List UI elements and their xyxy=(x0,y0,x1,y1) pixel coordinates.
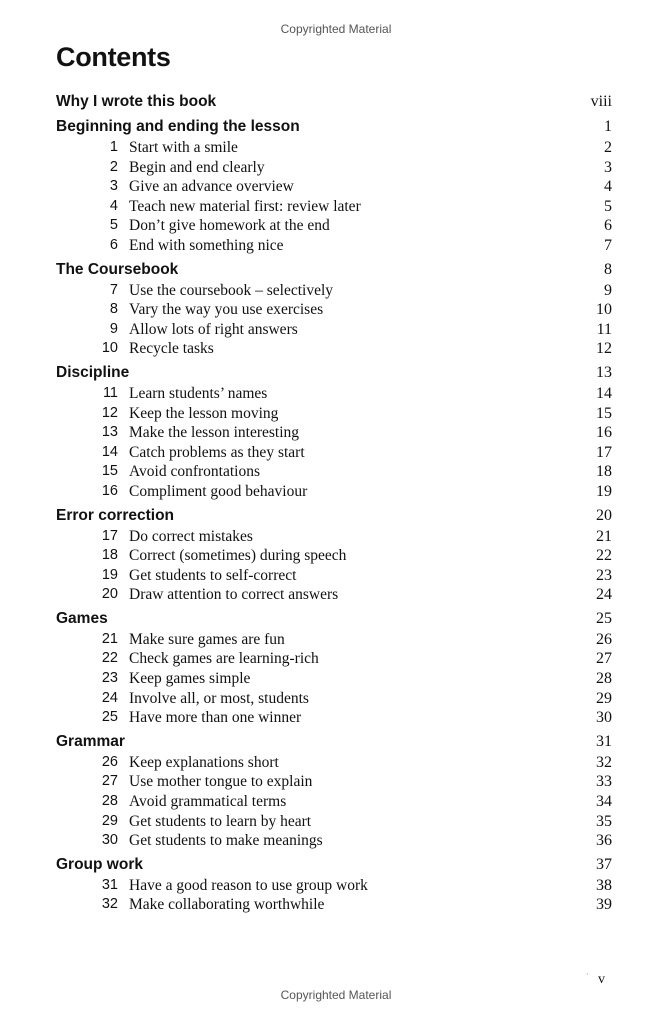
entry-title: Start with a smile xyxy=(129,139,238,156)
entry-page-number: 14 xyxy=(596,384,612,402)
toc-section-heading xyxy=(56,362,612,384)
entry-page-number: 10 xyxy=(596,301,612,319)
entry-title: Keep games simple xyxy=(129,670,251,688)
toc-section xyxy=(56,854,612,915)
toc-entry xyxy=(56,423,612,443)
folio-mark-icon: · xyxy=(586,970,589,979)
entry-number: 18 xyxy=(101,547,118,564)
entry-title: Compliment good behaviour xyxy=(129,482,308,500)
section-page-number: 37 xyxy=(596,855,612,873)
section-title: Grammar xyxy=(56,732,125,750)
toc-entry xyxy=(56,339,612,359)
entry-page-number: 21 xyxy=(596,527,612,545)
entry-page-number: 17 xyxy=(596,443,612,461)
entry-page-number: 6 xyxy=(604,217,612,235)
toc-section-heading xyxy=(56,505,612,527)
entry-page-number: 2 xyxy=(604,139,612,156)
toc-entry xyxy=(56,216,612,236)
entry-page-number: 36 xyxy=(596,832,612,850)
entry-title: Do correct mistakes xyxy=(129,527,253,545)
entry-page-number: 11 xyxy=(596,320,612,338)
entry-title: Get students to make meanings xyxy=(129,832,323,850)
entry-number: 23 xyxy=(101,670,118,687)
section-page-number: 1 xyxy=(604,118,612,135)
toc-entry xyxy=(56,630,612,650)
toc-entry xyxy=(56,177,612,197)
entry-title: Use mother tongue to explain xyxy=(129,773,313,791)
entry-title: Involve all, or most, students xyxy=(129,689,309,707)
toc-entry xyxy=(56,585,612,605)
entry-number: 9 xyxy=(109,320,118,337)
toc-section xyxy=(56,608,612,728)
entry-page-number: 35 xyxy=(596,812,612,830)
toc-section xyxy=(56,362,612,502)
entry-number: 31 xyxy=(101,876,118,893)
section-title: Group work xyxy=(56,855,143,873)
entry-page-number: 4 xyxy=(604,178,612,196)
entry-title: Keep the lesson moving xyxy=(129,404,279,422)
entry-number: 30 xyxy=(101,832,118,849)
entry-number: 25 xyxy=(101,709,118,726)
entry-page-number: 22 xyxy=(596,547,612,565)
entry-page-number: 7 xyxy=(604,236,612,254)
entry-number: 22 xyxy=(101,650,118,667)
toc-entry xyxy=(56,404,612,424)
entry-number: 24 xyxy=(101,689,118,706)
entry-page-number: 23 xyxy=(596,566,612,584)
toc-entry xyxy=(56,831,612,851)
toc-entry xyxy=(56,649,612,669)
section-page-number: 25 xyxy=(596,609,612,627)
entry-title: Get students to learn by heart xyxy=(129,812,312,830)
entry-page-number: 9 xyxy=(604,281,612,299)
entry-page-number: 12 xyxy=(596,340,612,358)
entry-title: Don’t give homework at the end xyxy=(129,217,330,235)
entry-number: 10 xyxy=(101,340,118,357)
toc-entry xyxy=(56,300,612,320)
toc-section xyxy=(56,91,612,113)
toc-section-heading xyxy=(56,259,612,281)
watermark-bottom: Copyrighted Material xyxy=(280,988,392,1002)
section-page-number: 20 xyxy=(596,506,612,524)
entry-page-number: 32 xyxy=(596,753,612,771)
entry-number: 11 xyxy=(102,384,118,401)
entry-page-number: 34 xyxy=(596,793,612,811)
entry-page-number: 5 xyxy=(604,197,612,215)
toc-entry xyxy=(56,895,612,915)
entry-title: Allow lots of right answers xyxy=(129,320,298,338)
toc-entry xyxy=(56,138,612,158)
entry-title: Have a good reason to use group work xyxy=(129,876,368,894)
entry-title: Learn students’ names xyxy=(129,384,268,402)
toc-entry xyxy=(56,482,612,502)
entry-title: Avoid grammatical terms xyxy=(129,793,287,811)
toc-entry xyxy=(56,772,612,792)
entry-title: Begin and end clearly xyxy=(129,158,265,176)
entry-title: Teach new material first: review later xyxy=(129,197,361,215)
entry-page-number: 26 xyxy=(596,630,612,648)
entry-page-number: 15 xyxy=(596,404,612,422)
entry-number: 6 xyxy=(109,236,118,253)
entry-number: 32 xyxy=(101,896,118,913)
entry-title: Make the lesson interesting xyxy=(129,424,300,442)
entry-title: Have more than one winner xyxy=(129,709,302,727)
toc-entry xyxy=(56,443,612,463)
entry-number: 26 xyxy=(101,753,118,770)
section-title: The Coursebook xyxy=(56,260,179,278)
toc-entry xyxy=(56,792,612,812)
toc-section xyxy=(56,116,612,256)
entry-number: 8 xyxy=(109,301,118,318)
toc-entry xyxy=(56,566,612,586)
entry-title: Get students to self-correct xyxy=(129,566,297,584)
entry-page-number: 38 xyxy=(596,876,612,894)
watermark-top: Copyrighted Material xyxy=(280,22,392,36)
entry-number: 5 xyxy=(109,217,118,234)
page-title: Contents xyxy=(56,42,171,72)
entry-title: Make sure games are fun xyxy=(129,630,285,648)
entry-page-number: 24 xyxy=(596,586,612,604)
entry-title: Avoid confrontations xyxy=(129,463,261,481)
toc-entry xyxy=(56,236,612,256)
section-title: Games xyxy=(56,609,108,627)
entry-page-number: 18 xyxy=(596,463,612,481)
toc-entry xyxy=(56,689,612,709)
entry-page-number: 27 xyxy=(596,650,612,668)
toc-entry xyxy=(56,669,612,689)
section-page-number: 8 xyxy=(604,260,612,278)
toc-section xyxy=(56,259,612,359)
entry-number: 1 xyxy=(109,139,118,155)
toc-entry xyxy=(56,708,612,728)
entry-page-number: 19 xyxy=(596,482,612,500)
entry-title: Keep explanations short xyxy=(129,753,279,771)
entry-number: 28 xyxy=(101,793,118,810)
toc-section-heading xyxy=(56,116,612,138)
entry-title: Draw attention to correct answers xyxy=(129,586,339,604)
toc-section-heading xyxy=(56,731,612,753)
section-page-number: 31 xyxy=(596,732,612,750)
table-of-contents xyxy=(56,91,612,918)
page-folio: v xyxy=(598,972,605,987)
entry-title: Use the coursebook – selectively xyxy=(129,281,334,299)
entry-number: 17 xyxy=(101,527,118,544)
entry-title: Check games are learning-rich xyxy=(129,650,319,668)
entry-page-number: 30 xyxy=(596,709,612,727)
entry-number: 21 xyxy=(101,630,118,647)
toc-entry xyxy=(56,320,612,340)
entry-number: 12 xyxy=(101,404,118,421)
entry-number: 15 xyxy=(101,463,118,480)
entry-page-number: 39 xyxy=(596,896,612,914)
section-title: Error correction xyxy=(56,506,175,524)
entry-title: Recycle tasks xyxy=(129,340,214,358)
toc-section xyxy=(56,505,612,605)
toc-entry xyxy=(56,812,612,832)
entry-number: 16 xyxy=(101,482,118,499)
entry-number: 2 xyxy=(109,158,118,175)
toc-entry xyxy=(56,197,612,217)
entry-number: 14 xyxy=(101,443,118,460)
toc-section-heading xyxy=(56,608,612,630)
entry-title: Vary the way you use exercises xyxy=(129,301,324,319)
entry-page-number: 29 xyxy=(596,689,612,707)
section-title: Discipline xyxy=(56,363,130,381)
toc-entry xyxy=(56,384,612,404)
entry-page-number: 33 xyxy=(596,773,612,791)
entry-number: 19 xyxy=(101,566,118,583)
toc-entry xyxy=(56,753,612,773)
toc-section-heading xyxy=(56,91,612,113)
section-title: Why I wrote this book xyxy=(56,93,217,110)
section-page-number: 13 xyxy=(596,363,612,381)
entry-number: 29 xyxy=(101,812,118,829)
toc-entry xyxy=(56,527,612,547)
entry-page-number: 16 xyxy=(596,424,612,442)
entry-number: 13 xyxy=(101,424,118,441)
toc-entry xyxy=(56,876,612,896)
entry-title: Make collaborating worthwhile xyxy=(129,896,325,914)
entry-number: 27 xyxy=(101,773,118,790)
entry-number: 3 xyxy=(109,178,118,195)
section-page-number: viii xyxy=(590,93,612,110)
entry-number: 20 xyxy=(101,586,118,603)
section-title: Beginning and ending the lesson xyxy=(56,118,300,135)
entry-number: 4 xyxy=(109,197,118,214)
entry-title: Give an advance overview xyxy=(129,178,294,196)
toc-section xyxy=(56,731,612,851)
toc-section-heading xyxy=(56,854,612,876)
entry-page-number: 28 xyxy=(596,670,612,688)
toc-entry xyxy=(56,462,612,482)
entry-title: Correct (sometimes) during speech xyxy=(129,547,347,565)
entry-number: 7 xyxy=(109,281,118,298)
toc-entry xyxy=(56,546,612,566)
entry-title: End with something nice xyxy=(129,236,284,254)
toc-entry xyxy=(56,281,612,301)
entry-page-number: 3 xyxy=(604,158,612,176)
toc-entry xyxy=(56,158,612,178)
entry-title: Catch problems as they start xyxy=(129,443,305,461)
